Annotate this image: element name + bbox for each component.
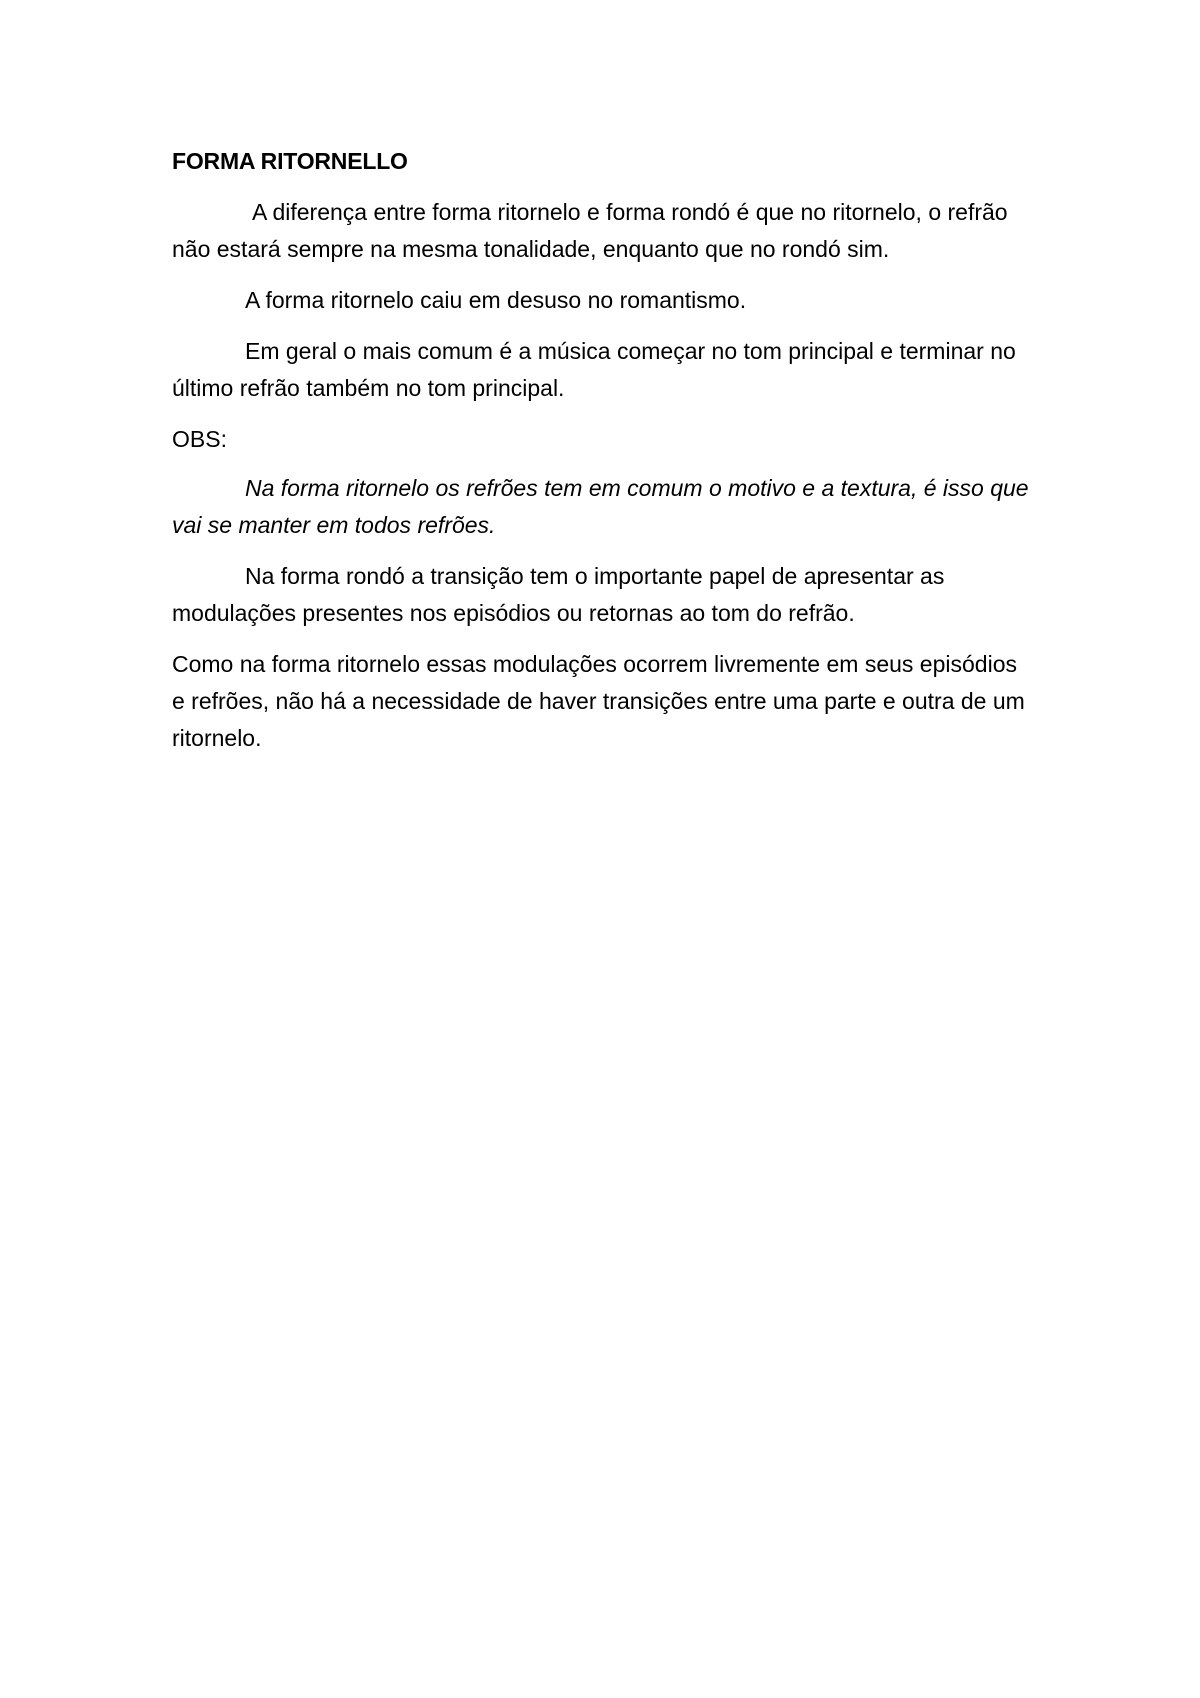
- obs-paragraph-rondo-transition: Na forma rondó a transição tem o importante papel de apresentar as modulações presentes nos episódios ou retornas ao tom do refrão.: [172, 563, 945, 626]
- obs-paragraph-refrains: Na forma ritornelo os refrões tem em comum o motivo e a textura, é isso que vai se manter em todos refrões.: [172, 475, 1029, 538]
- document-body: [172, 146, 1032, 771]
- paragraph-disuse: A forma ritornelo caiu em desuso no romantismo.: [245, 287, 747, 313]
- obs-paragraph-ritornello-modulations: Como na forma ritornelo essas modulações ocorrem livremente em seus episódios e refrões, não há a necessidade de haver transições entre uma parte e outra de um ritornelo.: [172, 651, 1025, 751]
- obs-label: OBS:: [172, 426, 227, 452]
- paragraph-common-practice: Em geral o mais comum é a música começar no tom principal e terminar no último refrão também no tom principal.: [172, 338, 1016, 401]
- paragraph-difference: A diferença entre forma ritornelo e forma rondó é que no ritornelo, o refrão não estará sempre na mesma tonalidade, enquanto que no rondó sim.: [172, 199, 1008, 262]
- document-title: FORMA RITORNELLO: [172, 148, 408, 174]
